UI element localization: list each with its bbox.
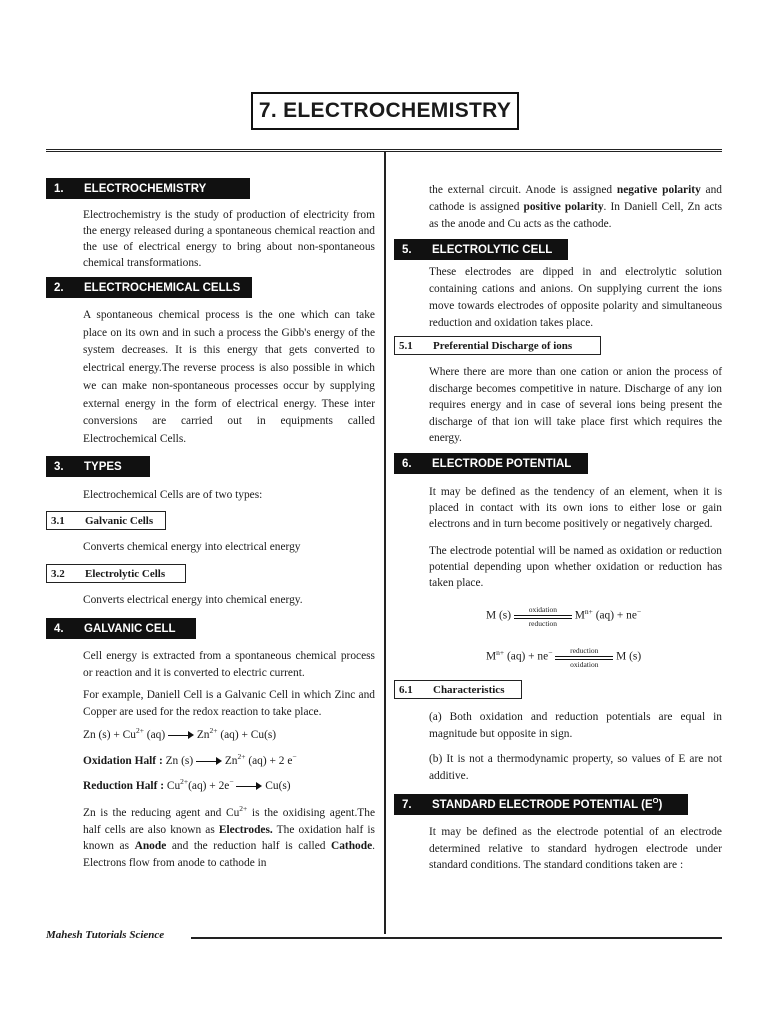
ox-right-sup: 2+: [237, 752, 246, 762]
section-1-title: ELECTROCHEMISTRY: [84, 182, 207, 195]
reduction-label: Reduction Half :: [83, 780, 164, 792]
cont-a: the external circuit. Anode is assigned: [429, 184, 617, 196]
cont-c: . In Daniell Cell, Zn acts as the anode and Cu acts as the cathode.: [429, 201, 722, 230]
page-title: 7. ELECTROCHEMISTRY: [251, 92, 519, 130]
subsection-5-1-body: [429, 364, 722, 447]
oxidation-label: Oxidation Half :: [83, 755, 163, 767]
eqB-electron-sup: −: [548, 647, 553, 657]
eqB-top-label: reduction: [570, 646, 599, 655]
reaction-arrow-icon: [168, 731, 194, 739]
positive-polarity-term: positive polarity: [523, 201, 604, 213]
subsection-5-1-title: Preferential Discharge of ions: [433, 339, 573, 352]
eqA-top-label: oxidation: [528, 605, 558, 614]
red-left-sup: 2+: [180, 777, 189, 787]
eqB-bottom-label: oxidation: [570, 660, 599, 669]
section-7-text: It may be defined as the electrode potential of an electrode determined relative to standard hydrogen electrode under standard conditions. The standard conditions taken are :: [429, 826, 722, 871]
eqB-right: M (s): [616, 650, 642, 663]
equilibrium-arrow-icon: [514, 605, 572, 628]
subsection-3-1-number: 3.1: [51, 514, 65, 527]
section-6-body: [429, 484, 722, 591]
section-5-number: 5.: [402, 243, 412, 256]
ox-electron-sup: −: [292, 752, 297, 762]
section-4-number: 4.: [54, 622, 64, 635]
ox-left: Zn (s): [162, 755, 196, 767]
para-a: Zn is the reducing agent and Cu: [83, 807, 240, 819]
ox-right: Zn: [221, 755, 238, 767]
section-2-text: A spontaneous chemical process is the one which can take place on its own and in such a process the Gibb's energy of the system decreases. It is this energy that gets converted to electrical energy.The reverse process is also possible in which we can make non-spontaneous processes occur by supplying external energy in the form of electrical energy. These inter conversions are carried out in equipments called Electrochemical Cells.: [83, 309, 375, 445]
subsection-6-1-number: 6.1: [399, 683, 413, 696]
section-2-number: 2.: [54, 281, 64, 294]
subsection-6-1-header: [394, 680, 522, 699]
eq1-right: Zn: [193, 729, 210, 741]
section-4-title: GALVANIC CELL: [84, 622, 176, 635]
electrodes-term: Electrodes.: [218, 823, 273, 836]
red-left-end: (aq) + 2e: [188, 780, 230, 792]
section-3-number: 3.: [54, 460, 64, 473]
subsection-6-1-text-2: (b) It is not a thermodynamic property, so values of E are not additive.: [429, 753, 722, 782]
para-c: The oxidation half is known as: [83, 823, 375, 852]
reaction-arrow-icon: [196, 757, 222, 765]
subsection-3-2-title: Electrolytic Cells: [85, 567, 166, 580]
eqA-left: M (s): [486, 609, 511, 622]
eqB-left-sup: n+: [496, 647, 505, 657]
eqA-right: M: [574, 609, 585, 622]
section-7-title-text: STANDARD ELECTRODE POTENTIAL (E: [432, 798, 653, 811]
section-6-number: 6.: [402, 457, 412, 470]
footer-rule: [191, 937, 722, 939]
para-d: and the reduction half is called: [166, 840, 331, 852]
reaction-arrow-icon: [236, 782, 262, 790]
section-7-body: [429, 824, 722, 874]
oxidation-half-equation: [83, 752, 297, 767]
section-7-title-end: ): [658, 798, 663, 811]
subsection-5-1-text: Where there are more than one cation or anion the process of discharge becomes competitive in nature. Discharge of any ion requires energy and in case of several ions being present the discharge of that ion will take place first which requires the energy.: [429, 366, 722, 444]
section-6-text-2: The electrode potential will be named as oxidation or reduction potential depending upon whether oxidation or reduction has taken place.: [429, 545, 722, 589]
eq1-mid: (aq): [143, 729, 168, 741]
para-b: is the oxidising agent.The half cells are also known as: [83, 807, 375, 836]
section-5-header: [394, 239, 568, 260]
section-5-body: [429, 264, 722, 332]
section-6-text-1: It may be defined as the tendency of an element, when it is placed in contact with its own ions to either lose or gain electrons and in turn become positively or negatively charged.: [429, 486, 722, 530]
section-2-title: ELECTROCHEMICAL CELLS: [84, 281, 241, 294]
section-1-number: 1.: [54, 182, 64, 195]
section-7-title-sup: O: [652, 795, 659, 805]
section-3-body: [83, 487, 375, 503]
electrode-equation-b: [486, 646, 642, 669]
para-e: . Electrons flow from anode to cathode in: [83, 840, 375, 869]
ox-right-end: (aq) + 2 e: [245, 755, 293, 767]
section-1-text: Electrochemistry is the study of production of electricity from the energy released during a spontaneous chemical reaction and the use of electrical energy to bring about non-spontaneous chemical transformations.: [83, 209, 375, 269]
eqA-right-sup: n+: [584, 606, 593, 616]
red-right: Cu(s): [262, 780, 291, 792]
column-divider: [384, 152, 386, 934]
section-7-header: [394, 794, 688, 815]
subsection-3-2-body: [83, 592, 375, 608]
section-2-body: [83, 307, 375, 449]
continued-text: [429, 182, 722, 233]
subsection-6-1-body: [429, 709, 722, 784]
subsection-3-1-text: Converts chemical energy into electrical energy: [83, 541, 301, 553]
section-4-paragraph: [83, 805, 375, 871]
subsection-3-2-text: Converts electrical energy into chemical energy.: [83, 594, 303, 606]
section-7-title: [432, 795, 663, 811]
eq1-right-end: (aq) + Cu(s): [217, 729, 277, 741]
section-3-title: TYPES: [84, 460, 122, 473]
section-1-body: [83, 207, 375, 271]
section-4-body: [83, 648, 375, 721]
eqB-left-end: (aq) + ne: [504, 650, 549, 663]
section-1-header: [46, 178, 250, 199]
cathode-term: Cathode: [331, 840, 373, 852]
subsection-6-1-text-1: (a) Both oxidation and reduction potentials are equal in magnitude but opposite in sign.: [429, 711, 722, 740]
footer-brand: Mahesh Tutorials Science: [46, 929, 165, 941]
subsection-3-1-body: [83, 539, 375, 555]
subsection-3-1-header: [46, 511, 166, 530]
eqA-bottom-label: reduction: [528, 619, 558, 628]
eq1-right-sup: 2+: [209, 726, 218, 736]
equilibrium-arrow-icon: [555, 646, 613, 669]
section-4-text-2: For example, Daniell Cell is a Galvanic Cell in which Zinc and Copper are used for the redox reaction to take place.: [83, 689, 375, 718]
section-3-text: Electrochemical Cells are of two types:: [83, 489, 263, 501]
eqA-electron-sup: −: [636, 606, 642, 616]
subsection-6-1-title: Characteristics: [433, 683, 505, 696]
subsection-3-2-header: [46, 564, 186, 583]
section-2-header: [46, 277, 252, 298]
red-electron-sup: −: [229, 777, 234, 787]
section-4-text-1: Cell energy is extracted from a spontaneous chemical process or reaction and it is converted to electric current.: [83, 650, 375, 679]
section-3-header: [46, 456, 150, 477]
section-4-header: [46, 618, 196, 639]
eq1-sup: 2+: [135, 726, 144, 736]
section-7-number: 7.: [402, 798, 412, 811]
subsection-3-2-number: 3.2: [51, 567, 65, 580]
electrode-equation-a: [486, 605, 642, 628]
daniell-equation: [83, 726, 277, 741]
para-a-sup: 2+: [239, 804, 248, 814]
subsection-3-1-title: Galvanic Cells: [85, 514, 154, 527]
section-5-title: ELECTROLYTIC CELL: [432, 243, 553, 256]
eqB-left: M: [486, 650, 497, 663]
section-5-text: These electrodes are dipped in and electrolytic solution containing cations and anions. On supplying current the ions move towards electrodes of opposite polarity and simultaneous reduction and oxidation takes place.: [429, 266, 722, 329]
reduction-half-equation: [83, 777, 291, 792]
section-4-text-3: [83, 805, 375, 871]
eqA-right-end: (aq) + ne: [592, 609, 637, 622]
section-6-title: ELECTRODE POTENTIAL: [432, 457, 572, 470]
cont-b: and cathode is assigned: [429, 184, 723, 213]
anode-term: Anode: [134, 840, 167, 852]
negative-polarity-term: negative polarity: [616, 184, 701, 196]
section-6-header: [394, 453, 588, 474]
section-4-continued: [429, 182, 722, 233]
subsection-5-1-number: 5.1: [399, 339, 413, 352]
subsection-5-1-header: [394, 336, 601, 355]
red-left: Cu: [164, 780, 181, 792]
eq1-left: Zn (s) + Cu: [83, 729, 136, 741]
